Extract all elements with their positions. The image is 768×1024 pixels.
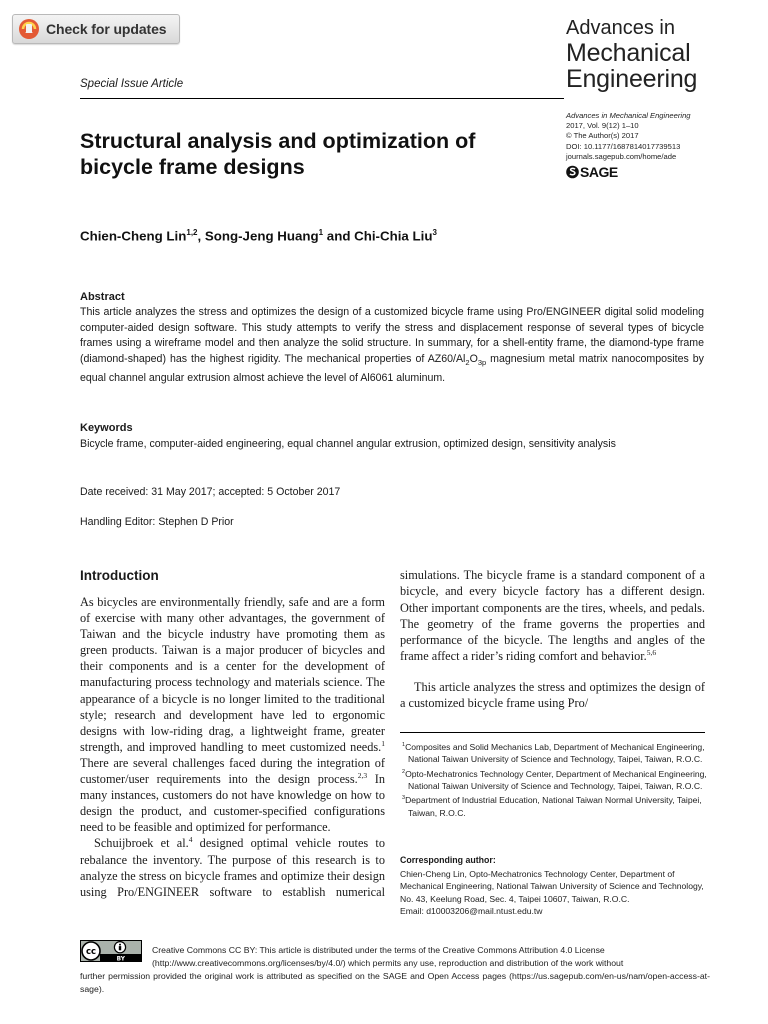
license-line-1: Creative Commons CC BY: This article is distributed under the terms of the Creative Commons Attribution 4.0 License bbox=[152, 945, 605, 955]
affiliation-3 bbox=[400, 792, 710, 819]
citation-ref[interactable]: 5,6 bbox=[646, 647, 657, 657]
affiliation-1 bbox=[400, 739, 710, 766]
abstract-heading: Abstract bbox=[80, 291, 125, 303]
affiliations bbox=[400, 739, 710, 819]
pub-doi[interactable]: DOI: 10.1177/1687814017739513 bbox=[566, 141, 681, 151]
affiliation-number: 2 bbox=[402, 768, 406, 775]
affiliation-number: 1 bbox=[402, 742, 406, 748]
abstract-text-part: magnesium metal matrix nanocomposites by equal channel angular extrusion almost achieve the level of Al6061 aluminum. bbox=[80, 353, 704, 384]
journal-name-line3: Engineering bbox=[566, 65, 698, 93]
text-run: simulations. The bicycle frame is a standard component of a bicycle, and every bicycle factory has a different design. Other important components are the tires, wheels, and pedals. The geometry of the frame governs the properties and performance of the bicycle. The lengths and angles of the frame affect a rider’s riding comfort and behavior. bbox=[400, 568, 705, 663]
abstract-text-part: This article analyzes the stress and optimizes the design of a customized bicycle frame using Pro/ENGINEER digital solid modeling computer-aided design software. This study attempts to verify the stress and displacement response of several types of bicycle frames using a wireframe model and then analyze the solid structure. In summary, for a shell-entity frame, the diamond-type frame (diamond-shaped) has the highest rigidity. The mechanical properties of AZ60/Al bbox=[80, 306, 704, 366]
pub-journal: Advances in Mechanical Engineering bbox=[566, 111, 691, 120]
author-separator: , bbox=[197, 228, 205, 244]
corresponding-author-email[interactable]: Email: d10003206@mail.ntust.edu.tw bbox=[400, 906, 543, 917]
paragraph-continuation-inner bbox=[400, 567, 705, 664]
abstract-text bbox=[80, 305, 704, 387]
author-3-name: Chi-Chia Liu bbox=[354, 228, 433, 244]
footnote-rule bbox=[400, 732, 705, 733]
affiliation-text: Department of Industrial Education, National Taiwan Normal University, Taipei, Taiwan, R.O.C. bbox=[405, 795, 702, 818]
svg-text:cc: cc bbox=[85, 947, 97, 958]
intro-paragraph-2 bbox=[80, 835, 385, 899]
article-title: Structural analysis and optimization of bicycle frame designs bbox=[80, 129, 476, 179]
affiliation-2 bbox=[400, 766, 710, 793]
citation-ref[interactable]: 4 bbox=[188, 835, 193, 845]
affiliation-text: Opto-Mechatronics Technology Center, Department of Mechanical Engineering, National Taiwan University of Science and Technology, Taipei, Taiwan, R.O.C. bbox=[405, 768, 707, 791]
sage-s-icon bbox=[566, 165, 579, 179]
citation-ref[interactable]: 1 bbox=[381, 738, 385, 748]
abstract-text-part: O bbox=[469, 353, 478, 366]
corresponding-author-heading: Corresponding author: bbox=[400, 855, 496, 865]
text-run: Schuijbroek et al. bbox=[94, 836, 189, 851]
author-2-affiliation: 1 bbox=[318, 228, 324, 237]
pub-volume: 2017, Vol. 9(12) 1–10 bbox=[566, 121, 639, 131]
subscript: 3p bbox=[477, 358, 487, 368]
introduction-heading: Introduction bbox=[80, 568, 159, 583]
author-separator: and bbox=[323, 228, 355, 244]
article-type: Special Issue Article bbox=[80, 78, 184, 90]
corresponding-author-text bbox=[400, 868, 712, 918]
author-3-affiliation: 3 bbox=[432, 228, 437, 237]
publication-info bbox=[566, 111, 691, 162]
author-2-name: Song-Jeng Huang bbox=[204, 228, 319, 244]
subscript: 2 bbox=[465, 358, 470, 368]
author-1-affiliation: 1,2 bbox=[186, 228, 198, 237]
cc-by-label: BY bbox=[116, 956, 125, 962]
corresponding-author-address: Chien-Cheng Lin, Opto-Mechatronics Technology Center, Department of Mechanical Engineering, National Taiwan University of Science and Technology, No. 43, Keelung Road, Sec. 4, Taipei 10607, Taiwan, R.O.C. bbox=[400, 869, 704, 904]
keywords-heading: Keywords bbox=[80, 422, 133, 434]
paragraph-continuation bbox=[400, 567, 705, 679]
check-for-updates-icon bbox=[18, 18, 40, 40]
license-text bbox=[80, 944, 710, 996]
text-run: In many instances, customers do not have knowledge on how to design the product, and customer-specified configurations need to be feasible and optimized for performance. bbox=[80, 772, 385, 835]
body-column-right bbox=[400, 567, 705, 711]
keywords-text: Bicycle frame, computer-aided engineering, equal channel angular extrusion, optimized design, sensitivity analysis bbox=[80, 438, 616, 450]
license-line-2: (http://www.creativecommons.org/licenses/by/4.0/) which permits any use, reproduction and distribution of the work without bbox=[152, 957, 624, 968]
sage-text: SAGE bbox=[580, 164, 618, 180]
sage-logo bbox=[566, 164, 618, 180]
authors bbox=[80, 228, 437, 243]
pub-copyright: © The Author(s) 2017 bbox=[566, 131, 639, 141]
body-column-left bbox=[80, 594, 385, 899]
journal-name-line2: Mechanical bbox=[566, 39, 691, 67]
journal-name bbox=[566, 18, 766, 92]
handling-editor: Handling Editor: Stephen D Prior bbox=[80, 516, 234, 528]
check-for-updates-button[interactable] bbox=[12, 14, 180, 44]
intro-paragraph-3: This article analyzes the stress and optimizes the design of a customized bicycle frame using Pro/ bbox=[400, 680, 705, 711]
affiliation-number: 3 bbox=[402, 795, 406, 802]
check-for-updates-label: Check for updates bbox=[46, 21, 167, 37]
license-line-3: further permission provided the original work is attributed as specified on the SAGE and Open Access pages (https://us.sagepub.com/en-us/nam/open-access-at-sage). bbox=[80, 970, 710, 994]
affiliation-text: Composites and Solid Mechanics Lab, Department of Mechanical Engineering, National Taiwan University of Science and Technology, Taipei, Taiwan, R.O.C. bbox=[405, 741, 705, 765]
citation-ref[interactable]: 2,3 bbox=[357, 770, 368, 780]
text-run: As bicycles are environmentally friendly, safe and are a form of exercise with many other advantages, the government of Taiwan and the bicycle industry have promoting them as green products. Taiwan is a major producer of bicycles and their components and is a center for the development of manufacturing process technology and materials science. The appearance of a bicycle is no longer limited to the traditional style; research and development have led to ergonomic designs with low-riding drag, a lightweight frame, greater strength, and improved handling to meet customized needs. bbox=[80, 595, 385, 754]
intro-paragraph-2-continued bbox=[400, 567, 705, 679]
header-rule bbox=[80, 98, 564, 99]
author-1-name: Chien-Cheng Lin bbox=[80, 228, 187, 244]
intro-paragraph-1 bbox=[80, 594, 385, 835]
dates-received: Date received: 31 May 2017; accepted: 5 October 2017 bbox=[80, 486, 341, 498]
text-run: designed optimal vehicle routes to rebalance the inventory. The purpose of this research is to analyze the stress on bicycle frames and optimize their design using Pro/ENGINEER software to establish numerical bbox=[80, 836, 385, 899]
journal-name-line1: Advances in bbox=[566, 17, 675, 39]
text-run: There are several challenges faced during the integration of customer/user requirements into the design process. bbox=[80, 755, 385, 787]
pub-url[interactable]: journals.sagepub.com/home/ade bbox=[566, 151, 677, 161]
